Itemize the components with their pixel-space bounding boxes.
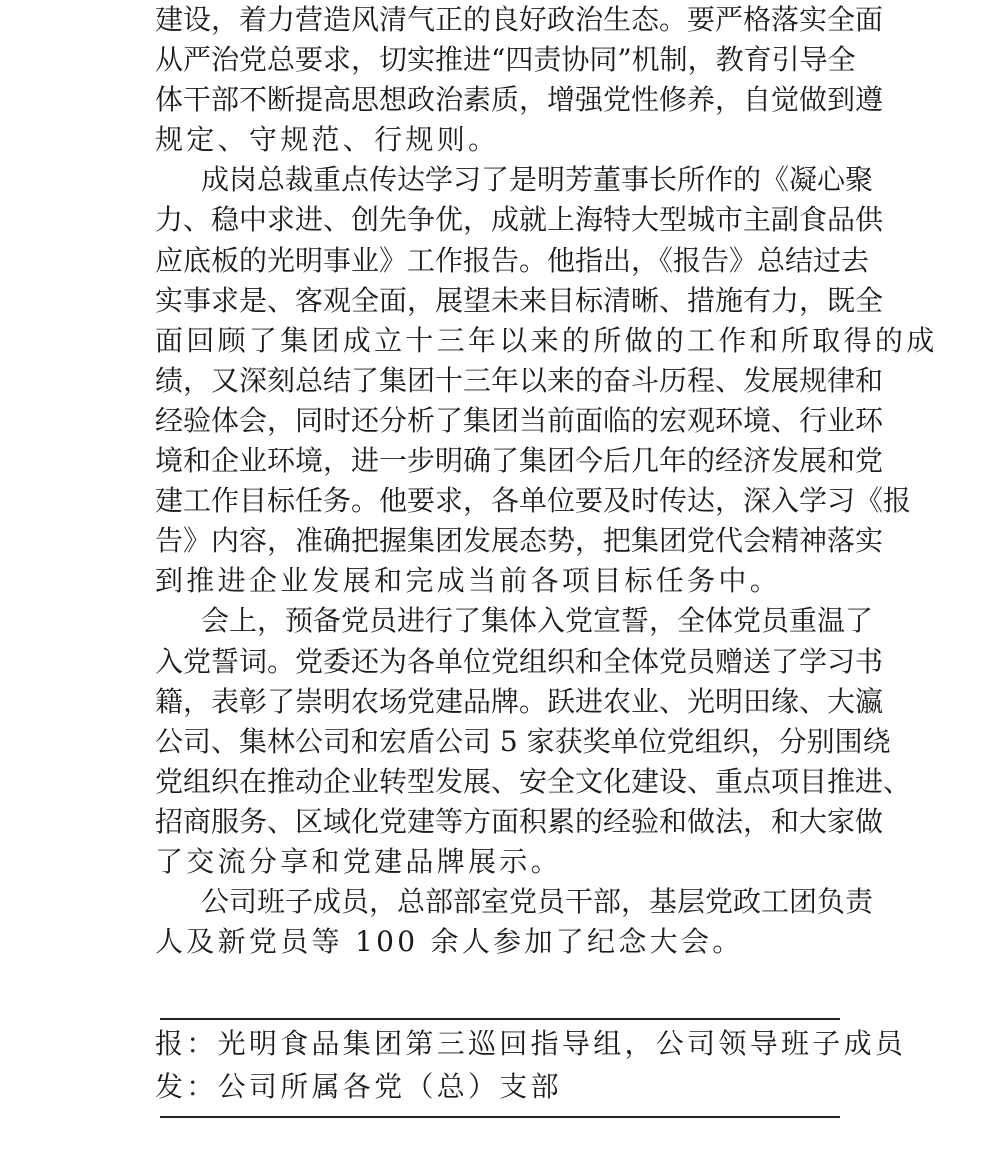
text-line: 招商服务、区域化党建等方面积累的经验和做法，和大家做 [155, 804, 884, 838]
text-line: 到推进企业发展和完成当前各项目标任务中。 [155, 564, 782, 598]
text-line: 境和企业环境，进一步明确了集团今后几年的经济发展和党 [155, 444, 884, 478]
text-line: 从严治党总要求，切实推进“四责协同”机制，教育引导全 [155, 43, 856, 77]
text-line: 规定、守规范、行规则。 [155, 123, 500, 157]
text-line: 了交流分享和党建品牌展示。 [155, 844, 562, 878]
text-line: 建工作目标任务。他要求，各单位要及时传达，深入学习《报 [155, 484, 912, 518]
footer-top-rule [160, 1018, 840, 1020]
text-line: 经验体会，同时还分析了集团当前面临的宏观环境、行业环 [155, 403, 884, 437]
text-line: 告》内容，准确把握集团发展态势，把集团党代会精神落实 [155, 524, 884, 558]
send-to-line: 发：公司所属各党（总）支部 [155, 1070, 562, 1103]
paragraph-4 [155, 882, 874, 962]
text-line: 籍，表彰了崇明农场党建品牌。跃进农业、光明田缘、大瀛 [155, 684, 884, 718]
text-line: 人及新党员等 100 余人参加了纪念大会。 [155, 925, 744, 959]
text-line: 绩，又深刻总结了集团十三年以来的奋斗历程、发展规律和 [155, 363, 884, 397]
text-line: 党组织在推动企业转型发展、安全文化建设、重点项目推进、 [155, 764, 912, 798]
paragraph-3 [155, 601, 912, 882]
text-line: 入党誓词。党委还为各单位党组织和全体党员赠送了学习书 [155, 644, 884, 678]
document-body [155, 0, 938, 962]
text-line: 应底板的光明事业》工作报告。他指出，《报告》总结过去 [155, 243, 870, 277]
text-line: 体干部不断提高思想政治素质，增强党性修养，自觉做到遵 [155, 83, 884, 117]
paragraph-1 [155, 0, 884, 160]
text-line: 成岗总裁重点传达学习了是明芳董事长所作的《凝心聚 [201, 163, 874, 197]
paragraph-2 [155, 160, 938, 601]
text-line: 会上，预备党员进行了集体入党宣誓，全体党员重温了 [201, 604, 874, 638]
footer-bottom-rule [160, 1116, 840, 1118]
text-line: 建设，着力营造风清气正的良好政治生态。要严格落实全面 [155, 3, 884, 36]
report-to-line: 报：光明食品集团第三巡回指导组，公司领导班子成员 [155, 1027, 907, 1060]
text-line: 面回顾了集团成立十三年以来的所做的工作和所取得的成 [155, 323, 938, 357]
text-line: 力、稳中求进、创先争优，成就上海特大型城市主副食品供 [155, 203, 884, 237]
text-line: 实事求是、客观全面，展望未来目标清晰、措施有力，既全 [155, 283, 884, 317]
text-line: 公司、集林公司和宏盾公司 5 家获奖单位党组织，分别围绕 [155, 724, 891, 758]
text-line: 公司班子成员，总部部室党员干部，基层党政工团负责 [201, 885, 874, 919]
